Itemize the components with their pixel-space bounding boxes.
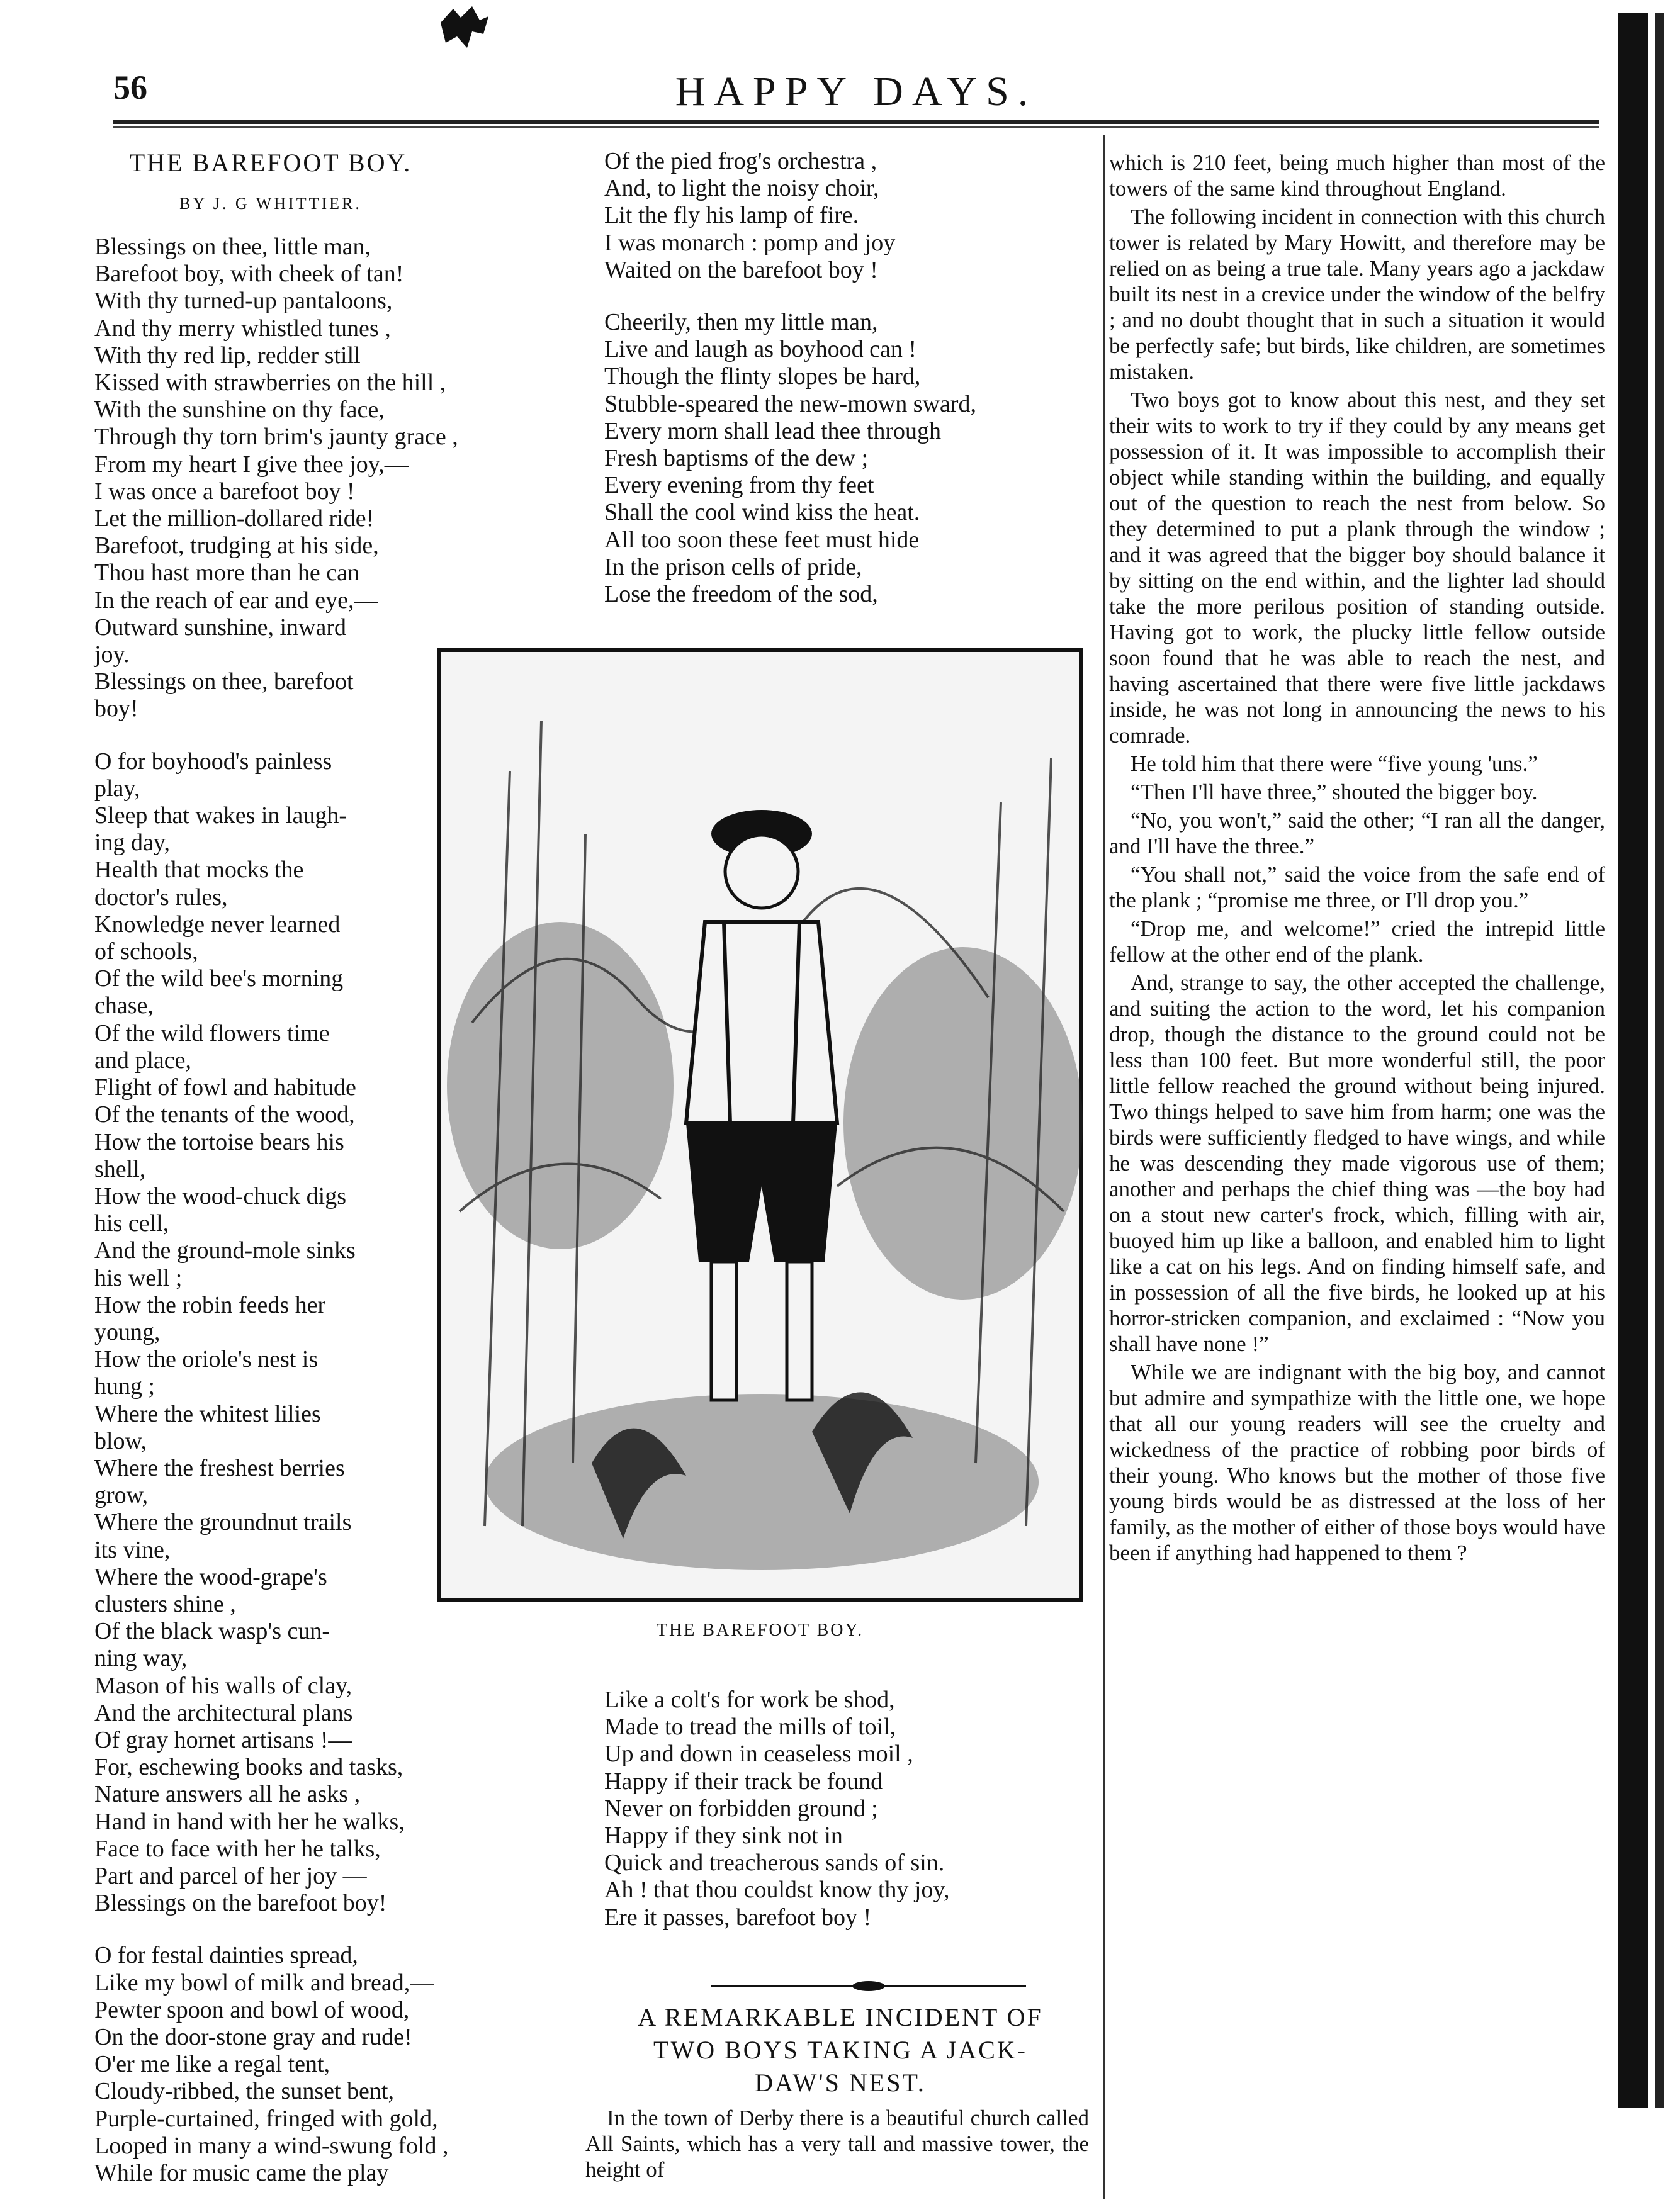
header-rule-thin — [113, 126, 1599, 128]
verse-line: ning way, — [94, 1645, 188, 1672]
verse-line: All too soon these feet must hide — [604, 526, 920, 553]
verse-line: Where the wood-grape's — [94, 1563, 327, 1590]
verse-line: hung ; — [94, 1373, 155, 1400]
verse-line: With the sunshine on thy face, — [94, 396, 385, 424]
engraving-barefoot-boy — [434, 645, 1086, 1605]
article-paragraph: “Drop me, and welcome!” cried the intrepid little fellow at the other end of the plank. — [1109, 916, 1605, 967]
verse-line: Where the freshest berries — [94, 1454, 345, 1481]
verse-line: Barefoot, trudging at his side, — [94, 532, 379, 559]
verse-line: Barefoot boy, with cheek of tan! — [94, 261, 404, 288]
verse-line: O'er me like a regal tent, — [94, 2051, 330, 2078]
verse-line: Every morn shall lead thee through — [604, 417, 942, 444]
article-paragraph: “You shall not,” said the voice from the safe end of the plank ; “promise me three, or I'll drop you.” — [1109, 862, 1605, 912]
poem-stanzas-left — [94, 233, 458, 2187]
verse-line: Cheerily, then my little man, — [604, 309, 878, 336]
article-paragraph: And, strange to say, the other accepted the challenge, and suiting the action to the word, let his companion drop, though the distance to the ground could not be less than 100 feet. But more wonderful still, the poor little fellow reached the ground without being injured. Two things helped to save him from harm; one was the birds were sufficiently fledged to have wings, and while he was descending they made vigorous use of them; another and perhaps the chief thing was —the boy had on a stout new carter's frock, which, filling with air, buoyed him up like a balloon, and enabled him to light like a cat on his legs. And on finding himself safe, and in possession of all the five birds, he looked up at his horror-stricken companion, and exclaimed : “Now you shall have none !” — [1109, 970, 1605, 1356]
verse-line: chase, — [94, 992, 154, 1019]
verse-line: Though the flinty slopes be hard, — [604, 363, 921, 390]
poem-stanza — [604, 309, 1083, 608]
verse-line: How the tortoise bears his — [94, 1128, 344, 1155]
verse-line: Blessings on the barefoot boy! — [94, 1890, 387, 1917]
verse-line: And the ground-mole sinks — [94, 1237, 356, 1264]
article-title — [585, 2001, 1095, 2099]
verse-line: Blessings on thee, barefoot — [94, 668, 354, 695]
verse-line: Through thy torn brim's jaunty grace , — [94, 424, 458, 451]
poem-stanza — [604, 148, 1083, 284]
verse-line: In the reach of ear and eye,— — [94, 587, 378, 614]
verse-line: of schools, — [94, 938, 198, 965]
verse-line: Ah ! that thou couldst know thy joy, — [604, 1877, 950, 1904]
verse-line: Like a colt's for work be shod, — [604, 1687, 895, 1713]
verse-line: young, — [94, 1318, 161, 1345]
verse-line: In the prison cells of pride, — [604, 553, 862, 580]
verse-line: Lose the freedom of the sod, — [604, 581, 878, 608]
poem-stanza — [94, 233, 458, 723]
verse-line: Hand in hand with her he walks, — [94, 1808, 405, 1835]
verse-line: O for festal dainties spread, — [94, 1942, 358, 1969]
verse-line: Where the whitest lilies — [94, 1400, 321, 1427]
verse-line: Flight of fowl and habitude — [94, 1074, 356, 1101]
article-paragraph: which is 210 feet, being much higher than most of the towers of the same kind throughout England. — [1109, 150, 1605, 201]
poem-stanza — [604, 1687, 1083, 1931]
verse-line: From my heart I give thee joy,— — [94, 451, 409, 478]
verse-line: Live and laugh as boyhood can ! — [604, 336, 916, 363]
verse-line: doctor's rules, — [94, 884, 228, 911]
poem-stanza — [94, 1942, 447, 2187]
article-title-line: TWO BOYS TAKING A JACK- — [653, 2036, 1027, 2064]
verse-line: Part and parcel of her joy — — [94, 1862, 367, 1889]
verse-line: Of the tenants of the wood, — [94, 1101, 355, 1128]
article-title-line: A REMARKABLE INCIDENT OF — [638, 2003, 1043, 2031]
verse-line: Thou hast more than he can — [94, 559, 360, 587]
verse-line: Face to face with her he talks, — [94, 1835, 381, 1862]
verse-line: How the wood-chuck digs — [94, 1182, 346, 1210]
verse-line: Knowledge never learned — [94, 911, 341, 938]
verse-line: Of gray hornet artisans !— — [94, 1726, 352, 1753]
scan-edge-bar-secondary — [1655, 13, 1664, 2108]
verse-line: Never on forbidden ground ; — [604, 1795, 878, 1822]
verse-line: boy! — [94, 695, 138, 722]
verse-line: Of the wild flowers time — [94, 1019, 330, 1047]
verse-line: Of the pied frog's orchestra , — [604, 148, 877, 174]
poem-byline: BY J. G WHITTIER. — [179, 194, 362, 213]
verse-line: Looped in many a wind-swung fold , — [94, 2132, 449, 2159]
article-paragraph: “Then I'll have three,” shouted the bigger boy. — [1131, 780, 1538, 804]
verse-line: I was once a barefoot boy ! — [94, 478, 355, 505]
verse-line: And the architectural plans — [94, 1699, 353, 1726]
barefoot-boy-illustration — [434, 645, 1086, 1605]
verse-line: With thy turned-up pantaloons, — [94, 288, 393, 315]
verse-line: Ere it passes, barefoot boy ! — [604, 1904, 872, 1931]
column-right — [1109, 150, 1605, 1568]
verse-line: joy. — [94, 641, 130, 668]
verse-line: Every evening from thy feet — [604, 472, 874, 499]
header-rule — [113, 120, 1599, 124]
poem-stanzas-middle-bottom — [604, 1687, 1083, 1931]
verse-line: And, to light the noisy choir, — [604, 175, 879, 202]
verse-line: Purple-curtained, fringed with gold, — [94, 2105, 438, 2132]
scan-edge-bar — [1618, 13, 1648, 2108]
verse-line: I was monarch : pomp and joy — [604, 229, 896, 256]
verse-line: Blessings on thee, little man, — [94, 233, 371, 260]
column-middle-bottom — [604, 1687, 1083, 1957]
column-rule — [1103, 135, 1105, 2199]
verse-line: his cell, — [94, 1210, 169, 1237]
article-opening — [585, 2105, 1089, 2185]
verse-line: Stubble-speared the new-mown sward, — [604, 390, 976, 417]
verse-line: Shall the cool wind kiss the heat. — [604, 499, 920, 526]
verse-line: Let the million-dollared ride! — [94, 505, 375, 532]
poem-stanzas-middle-top — [604, 148, 1083, 608]
verse-line: On the door-stone gray and rude! — [94, 2024, 412, 2050]
ink-blot-ornament — [434, 4, 491, 50]
section-divider-ornament — [711, 1979, 1026, 1993]
poem-stanza — [94, 748, 447, 1917]
verse-line: Sleep that wakes in laugh- — [94, 802, 347, 829]
verse-line: Of the wild bee's morning — [94, 965, 344, 992]
verse-line: his well ; — [94, 1264, 183, 1291]
verse-line: Happy if their track be found — [604, 1768, 883, 1795]
article-paragraph: In the town of Derby there is a beautiful church called All Saints, which has a very tall and massive tower, the height of — [585, 2106, 1089, 2182]
verse-line: ing day, — [94, 829, 170, 856]
verse-line: and place, — [94, 1047, 192, 1074]
verse-line: Cloudy-ribbed, the sunset bent, — [94, 2078, 394, 2105]
article-paragraph: The following incident in connection with this church tower is related by Mary Howitt, and therefore may be relied on as being a true tale. Many years ago a jackdaw built its nest in a crevice under the window of the belfry ; and no doubt thought that in such a situation it would be perfectly safe; but birds, like children, are sometimes mistaken. — [1109, 205, 1605, 384]
verse-line: Outward sunshine, inward — [94, 614, 346, 641]
verse-line: Mason of his walls of clay, — [94, 1672, 352, 1699]
article-paragraph: While we are indignant with the big boy, and cannot but admire and sympathize with the little one, we hope that all our young readers will see the cruelty and wickedness of the practice of robbing poor birds of their young. Who knows but the mother of those five young birds would be as distressed at the loss of her family, as the mother of either of those boys would have been if anything had happened to them ? — [1109, 1360, 1605, 1565]
poem-title: THE BAREFOOT BOY. — [129, 149, 412, 177]
verse-line: Lit the fly his lamp of fire. — [604, 202, 859, 229]
verse-line: How the oriole's nest is — [94, 1346, 319, 1373]
running-title: HAPPY DAYS. — [675, 69, 1037, 115]
verse-line: its vine, — [94, 1536, 171, 1563]
column-left — [94, 148, 458, 2212]
verse-line: For, eschewing books and tasks, — [94, 1754, 403, 1781]
page-number: 56 — [113, 69, 147, 106]
figure-caption: THE BAREFOOT BOY. — [656, 1620, 864, 1640]
verse-line: Quick and treacherous sands of sin. — [604, 1850, 945, 1877]
column-middle-top — [604, 148, 1083, 633]
article-paragraph: Two boys got to know about this nest, and they set their wits to work to try if they could by any means get possession of it. It was impossible to accomplish their object while standing within the building, and equally out of the question to reach the nest from below. So they determined to put a plank through the window ; and it was agreed that the bigger boy should balance it by sitting on the end within, and the lighter lad should take the more perilous position of standing outside. Having got to work, the plucky little fellow outside soon found that he was able to reach the nest, and having ascertained that there were five little jackdaws inside, he was not long in announcing the news to his comrade. — [1109, 388, 1605, 748]
article-title-line: DAW'S NEST. — [755, 2069, 926, 2097]
verse-line: play, — [94, 775, 140, 802]
article-paragraph: He told him that there were “five young 'uns.” — [1131, 751, 1538, 776]
verse-line: Where the groundnut trails — [94, 1509, 352, 1536]
verse-line: clusters shine , — [94, 1590, 236, 1617]
article-paragraph: “No, you won't,” said the other; “I ran all the danger, and I'll have the three.” — [1109, 808, 1605, 858]
verse-line: With thy red lip, redder still — [94, 342, 361, 369]
verse-line: Made to tread the mills of toil, — [604, 1714, 896, 1741]
verse-line: Happy if they sink not in — [604, 1822, 843, 1850]
verse-line: Waited on the barefoot boy ! — [604, 256, 878, 283]
verse-line: Nature answers all he asks , — [94, 1781, 361, 1808]
verse-line: Kissed with strawberries on the hill , — [94, 369, 446, 396]
verse-line: Of the black wasp's cun- — [94, 1618, 330, 1645]
verse-line: shell, — [94, 1155, 146, 1182]
verse-line: Pewter spoon and bowl of wood, — [94, 1996, 410, 2023]
verse-line: Up and down in ceaseless moil , — [604, 1741, 913, 1768]
verse-line: Health that mocks the — [94, 856, 304, 884]
verse-line: grow, — [94, 1482, 149, 1509]
verse-line: How the robin feeds her — [94, 1291, 326, 1318]
verse-line: Like my bowl of milk and bread,— — [94, 1969, 434, 1996]
verse-line: And thy merry whistled tunes , — [94, 315, 391, 342]
verse-line: While for music came the play — [94, 2160, 389, 2187]
verse-line: Fresh baptisms of the dew ; — [604, 445, 869, 472]
verse-line: blow, — [94, 1427, 147, 1454]
verse-line: O for boyhood's painless — [94, 748, 332, 775]
